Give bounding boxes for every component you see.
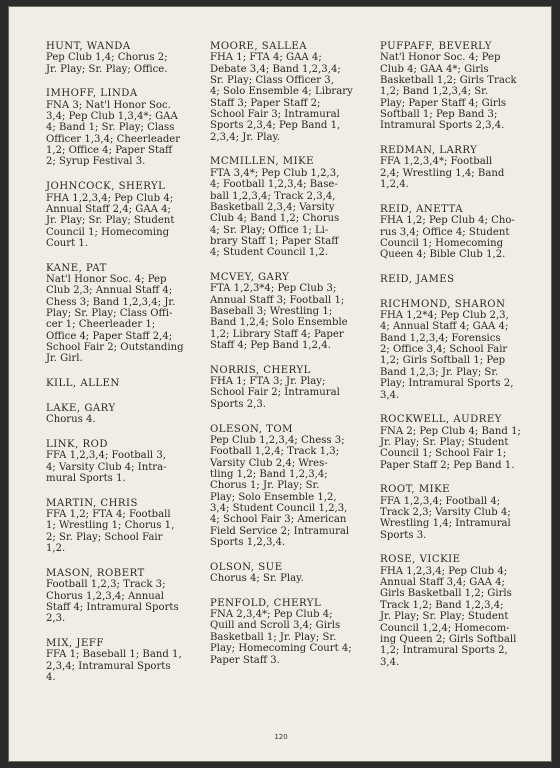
student-entry — [210, 365, 372, 410]
student-activities: Chorus 4. — [46, 414, 96, 426]
column-3 — [380, 41, 545, 681]
student-activities: Football 1,2,3; Track 3; Chorus 1,2,3,4; Annual Staff 4; Intramural Sports 2,3. — [46, 579, 179, 625]
student-activities: Pep Club 1,4; Chorus 2; Jr. Play; Sr. Play; Office. — [46, 52, 168, 75]
page-number: 120 — [274, 733, 288, 741]
column-2 — [210, 41, 372, 679]
student-name: RICHMOND, SHARON — [380, 298, 506, 310]
student-entry — [380, 145, 545, 190]
column-1 — [46, 41, 204, 697]
student-activities: Chorus 4; Sr. Play. — [210, 573, 304, 585]
student-entry — [380, 204, 545, 261]
student-name: MCMILLEN, MIKE — [210, 156, 314, 168]
student-entry — [380, 484, 545, 541]
student-entry — [210, 562, 372, 585]
student-entry — [380, 554, 545, 667]
student-name: IMHOFF, LINDA — [46, 88, 138, 100]
student-entry — [46, 498, 204, 555]
student-activities: FFA 1,2,3,4; Football 4; Track 2,3; Varsity Club 4; Wrestling 1,4; Intramural Sports 3. — [380, 495, 511, 541]
student-entry — [210, 156, 372, 258]
student-activities: FTA 1,2,3*4; Pep Club 3; Annual Staff 3; Football 1; Baseball 3; Wrestling 1; Band 1,2,4; Solo Ensemble 1,2; Library Staff 4; Paper Staff 4; Pep Band 1,2,4. — [210, 283, 348, 352]
student-entry — [46, 403, 204, 426]
student-entry — [380, 274, 545, 285]
student-activities: FFA 1,2,3,4*; Football 2,4; Wrestling 1,4; Band 1,2,4. — [380, 156, 505, 191]
student-name: ROSE, VICKIE — [380, 554, 461, 566]
student-activities: FFA 1,2; FTA 4; Football 1; Wrestling 1; Chorus 1, 2; Sr. Play; School Fair 1,2. — [46, 509, 175, 555]
student-name: LAKE, GARY — [46, 402, 116, 414]
student-entry — [46, 181, 204, 249]
student-activities: FNA 2; Pep Club 4; Band 1; Jr. Play; Sr. Play; Student Council 1; School Fair 1; Paper Staff 2; Pep Band 1. — [380, 425, 521, 471]
student-name: KANE, PAT — [46, 262, 107, 274]
student-activities: FHA 1; FTA 4; GAA 4; Debate 3,4; Band 1,2,3,4; Sr. Play; Class Officer 3, 4; Solo Ensemble 4; Library Staff 3; Paper Staff 2; School Fair 3; Intramural Sports 2,3,4; Pep Band 1, 2,3,4; Jr. Play. — [210, 52, 353, 143]
student-name: JOHNCOCK, SHERYL — [46, 181, 166, 193]
student-name: REID, JAMES — [380, 274, 455, 286]
student-entry — [46, 88, 204, 167]
student-entry — [46, 568, 204, 625]
student-activities: FHA 1,2,3,4; Pep Club 4; Annual Staff 3,4; GAA 4; Girls Basketball 1,2; Girls Track 1,2; Band 1,2,3,4; Jr. Play; Sr. Play; Student Council 1,2,4; Homecom- ing Queen 2; Girls Softball 1,2; Intramural Sports 2, 3,4. — [380, 565, 517, 668]
student-entry — [46, 263, 204, 365]
student-name: REID, ANETTA — [380, 203, 463, 215]
student-entry — [210, 272, 372, 351]
student-entry — [46, 439, 204, 484]
student-entry — [210, 424, 372, 549]
student-activities: FFA 1,2,3,4; Football 3, 4; Varsity Club 4; Intra- mural Sports 1. — [46, 450, 167, 484]
student-name: HUNT, WANDA — [46, 41, 131, 52]
student-entry — [46, 378, 204, 389]
student-activities: Nat'l Honor Soc. 4; Pep Club 2,3; Annual Staff 4; Chess 3; Band 1,2,3,4; Jr. Play; Sr. Play; Class Offi- cer 1; Cheerleader 1; Office 4; Paper Staff 2,4; School Fair 2; Outstanding Jr. Girl. — [46, 274, 184, 365]
student-entry — [46, 638, 204, 683]
student-name: MARTIN, CHRIS — [46, 497, 138, 509]
student-activities: FHA 1,2; Pep Club 4; Cho- rus 3,4; Office 4; Student Council 1; Homecoming Queen 4; Bible Club 1,2. — [380, 215, 515, 261]
student-activities: FTA 3,4*; Pep Club 1,2,3, 4; Football 1,2,3,4; Base- ball 1,2,3,4; Track 2,3,4, Basketball 2,3,4; Varsity Club 4; Band 1,2; Chorus 4; Sr. Play; Office 1; Li- brary Staff 1; Paper Staff 4; Student Council 1,2. — [210, 167, 340, 259]
student-entry — [210, 41, 372, 143]
student-name: MCVEY, GARY — [210, 271, 290, 283]
student-name: LINK, ROD — [46, 438, 108, 450]
student-name: ROCKWELL, AUDREY — [380, 414, 502, 426]
student-activities: FHA 1,2*4; Pep Club 2,3, 4; Annual Staff 4; GAA 4; Band 1,2,3,4; Forensics 2; Office 3,4; School Fair 1,2; Girls Softball 1; Pep Band 1,2,3; Jr. Play; Sr. Play; Intramural Sports 2, 3,4. — [380, 310, 514, 401]
student-name: NORRIS, CHERYL — [210, 364, 311, 376]
student-name: KILL, ALLEN — [46, 378, 120, 390]
student-name: OLESON, TOM — [210, 423, 293, 435]
student-activities: Nat'l Honor Soc. 4; Pep Club 4; GAA 4*; Girls Basketball 1,2; Girls Track 1,2; Band 1,2,3,4; Sr. Play; Paper Staff 4; Girls Softball 1; Pep Band 3; Intramural Sports 2,3,4. — [380, 52, 517, 132]
student-name: ROOT, MIKE — [380, 484, 451, 496]
student-activities: FHA 1; FTA 3; Jr. Play; School Fair 2; Intramural Sports 2,3. — [210, 376, 340, 410]
student-entry — [380, 41, 545, 132]
student-activities: FFA 1; Baseball 1; Band 1, 2,3,4; Intramural Sports 4. — [46, 649, 182, 683]
student-name: REDMAN, LARRY — [380, 145, 478, 157]
student-activities: FNA 2,3,4*; Pep Club 4; Quill and Scroll 3,4; Girls Basketball 1; Jr. Play; Sr. Play; Homecoming Court 4; Paper Staff 3. — [210, 609, 352, 666]
student-name: MOORE, SALLEA — [210, 41, 308, 52]
student-entry — [210, 598, 372, 666]
student-name: MIX, JEFF — [46, 637, 104, 649]
student-name: MASON, ROBERT — [46, 567, 145, 579]
yearbook-page — [8, 6, 552, 762]
student-name: PUFPAFF, BEVERLY — [380, 41, 492, 52]
student-name: PENFOLD, CHERYL — [210, 597, 322, 609]
student-activities: Pep Club 1,2,3,4; Chess 3; Football 1,2,4; Track 1,3; Varsity Club 2,4; Wres- tling 1,2; Band 1,2,3,4; Chorus 1; Jr. Play; Sr. Play; Solo Ensemble 1,2, 3,4; Student Council 1,2,3, 4; School Fair 3; American Field Service 2; Intramural Sports 1,2,3,4. — [210, 434, 350, 548]
student-name: OLSON, SUE — [210, 561, 283, 573]
student-entry — [380, 414, 545, 471]
student-activities: FNA 3; Nat'l Honor Soc. 3,4; Pep Club 1,3,4*; GAA 4; Band 1; Sr. Play; Class Officer 1,3,4; Cheerleader 1,2; Office 4; Paper Staff 2; Syrup Festival 3. — [46, 99, 181, 168]
student-activities: FHA 1,2,3,4; Pep Club 4; Annual Staff 2,4; GAA 4; Jr. Play; Sr. Play; Student Council 1; Homecoming Court 1. — [46, 192, 175, 249]
student-entry — [46, 41, 204, 75]
student-entry — [380, 299, 545, 401]
